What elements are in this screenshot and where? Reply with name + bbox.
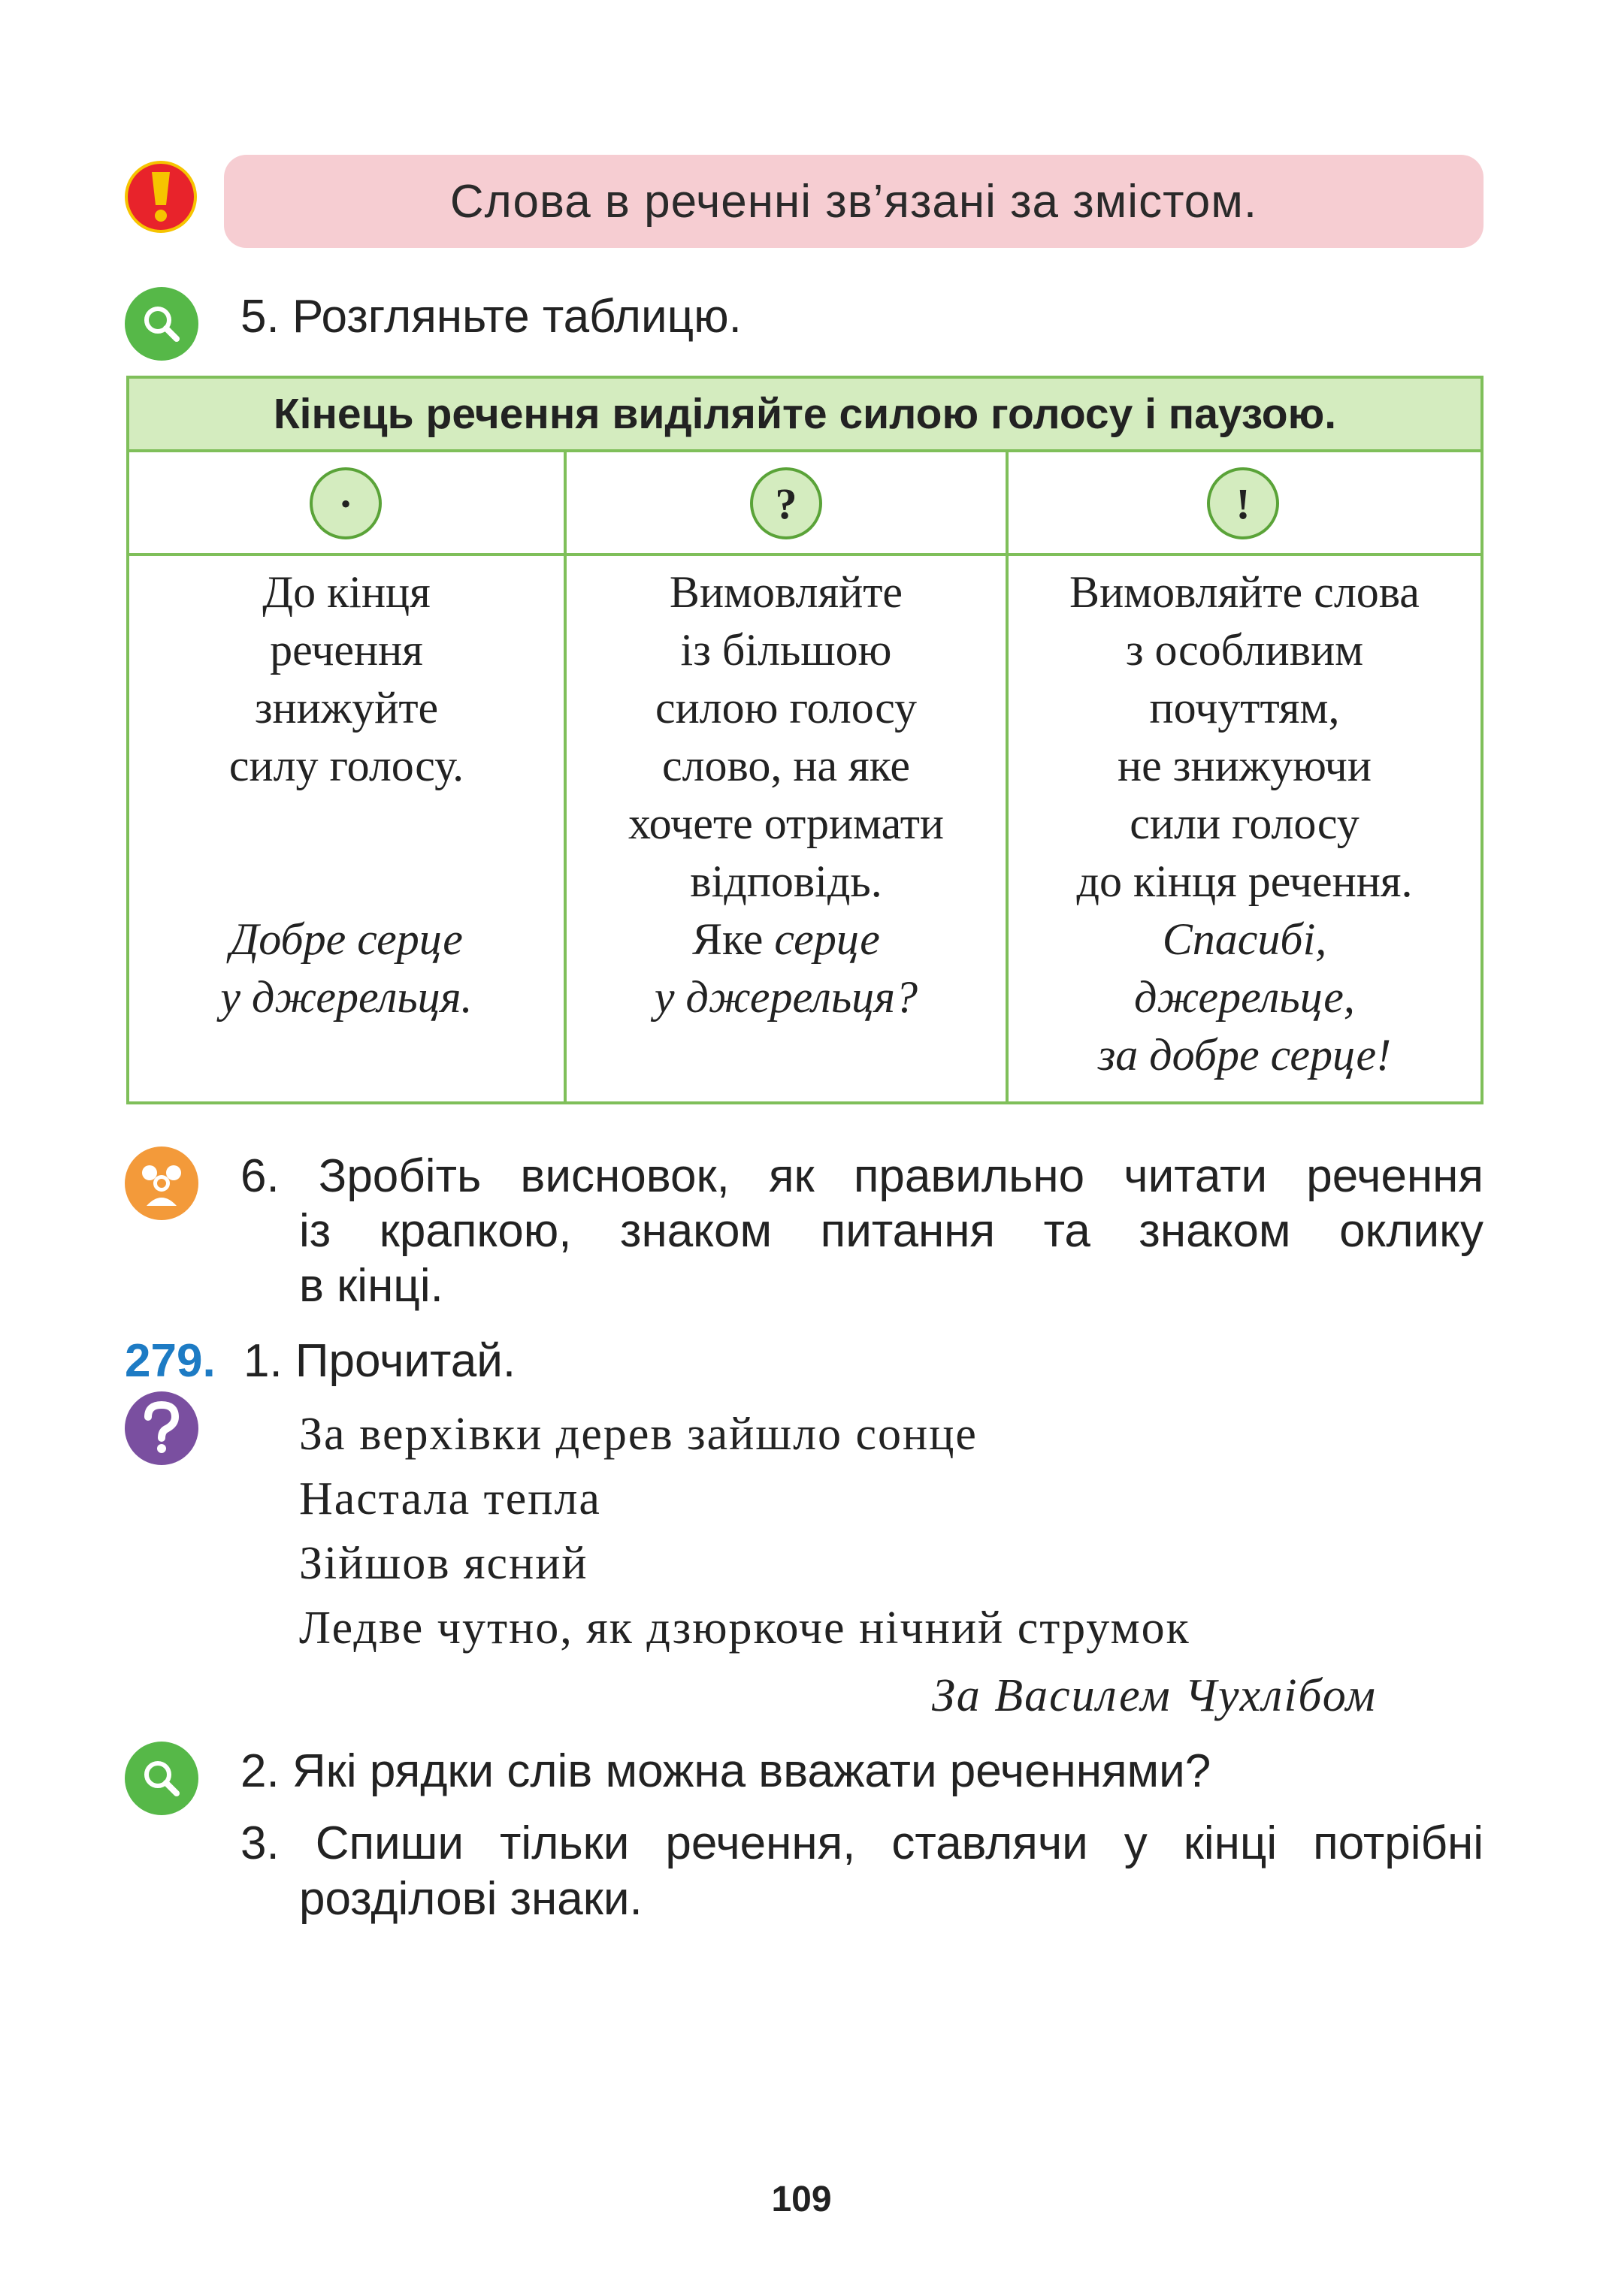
task-6-text: із крапкою, знаком питання та знаком оклику	[299, 1205, 1484, 1257]
poem-line: За верхівки дерев зайшло сонце	[299, 1409, 978, 1460]
question-icon	[125, 1391, 198, 1465]
exclamation-mark-symbol: !	[1207, 467, 1279, 539]
task-6-text: 6. Зробіть висновок, як правильно читати речення	[240, 1150, 1484, 1202]
table-cell-period	[129, 563, 564, 1026]
cell-line: не знижуючи	[1118, 741, 1372, 790]
period-symbol: ·	[310, 467, 382, 539]
magnifier-icon	[125, 1742, 198, 1815]
task-3-text: 3. Спиши тільки речення, ставлячи у кінці потрібні	[240, 1817, 1484, 1869]
cell-line: із більшою	[680, 625, 892, 675]
magnifier-icon	[125, 287, 198, 361]
rule-banner	[224, 155, 1484, 248]
cell-example: Спасибі,	[1162, 914, 1327, 964]
page-number: 109	[771, 2180, 832, 2219]
cell-line: Вимовляйте слова	[1069, 567, 1420, 617]
poem-line: Зійшов ясний	[299, 1538, 588, 1589]
cell-line: речення	[270, 625, 423, 675]
cell-line: відповідь.	[690, 856, 882, 906]
cell-line: сили голосу	[1130, 799, 1360, 848]
exclamation-icon	[125, 161, 197, 233]
task-6-line2	[299, 1204, 1484, 1258]
cell-line: силою голосу	[655, 683, 918, 733]
cell-example: за добре серце!	[1097, 1030, 1392, 1080]
cell-example: у джерельця?	[654, 972, 918, 1022]
task-5-text: 5. Розгляньте таблицю.	[240, 291, 742, 343]
cell-example: джерельце,	[1134, 972, 1355, 1022]
table-cell-exclamation	[1009, 563, 1481, 1084]
cell-example: Добре серце	[230, 914, 463, 964]
exercise-number: 279.	[125, 1335, 216, 1387]
question-mark-symbol: ?	[750, 467, 822, 539]
poem-line: Ледве чутно, як дзюркоче нічний струмок	[299, 1603, 1190, 1654]
cell-example: у джерельця.	[220, 972, 473, 1022]
task-3-line1	[240, 1817, 1484, 1870]
group-discussion-icon	[125, 1146, 198, 1220]
poem-line: Настала тепла	[299, 1473, 601, 1524]
punctuation-table	[126, 376, 1484, 1104]
cell-line: знижуйте	[254, 683, 439, 733]
cell-line: почуттям,	[1149, 683, 1340, 733]
table-divider	[129, 553, 1481, 556]
task-6-line3: в кінці.	[299, 1260, 443, 1312]
rule-text: Слова в реченні зв’язані за змістом.	[449, 175, 1258, 228]
cell-line: силу голосу.	[228, 741, 464, 790]
cell-line: слово, на яке	[661, 741, 911, 790]
task-6-line1	[240, 1150, 1484, 1203]
task-2-text: 2. Які рядки слів можна вважати реченнями?	[240, 1745, 1211, 1797]
cell-line: Вимовляйте	[669, 567, 903, 617]
task-3-line2: розділові знаки.	[299, 1873, 643, 1925]
cell-line: з особливим	[1125, 625, 1364, 675]
table-header: Кінець речення виділяйте силою голосу і паузою.	[129, 379, 1481, 452]
poem-author: За Василем Чухлібом	[932, 1670, 1377, 1721]
table-cell-question	[567, 563, 1006, 1026]
task-1-text: 1. Прочитай.	[243, 1335, 516, 1387]
cell-line: хочете отримати	[628, 799, 945, 848]
cell-line: до кінця речення.	[1076, 856, 1413, 906]
cell-line: До кінця	[262, 567, 431, 617]
cell-example: Яке серце	[692, 914, 880, 964]
